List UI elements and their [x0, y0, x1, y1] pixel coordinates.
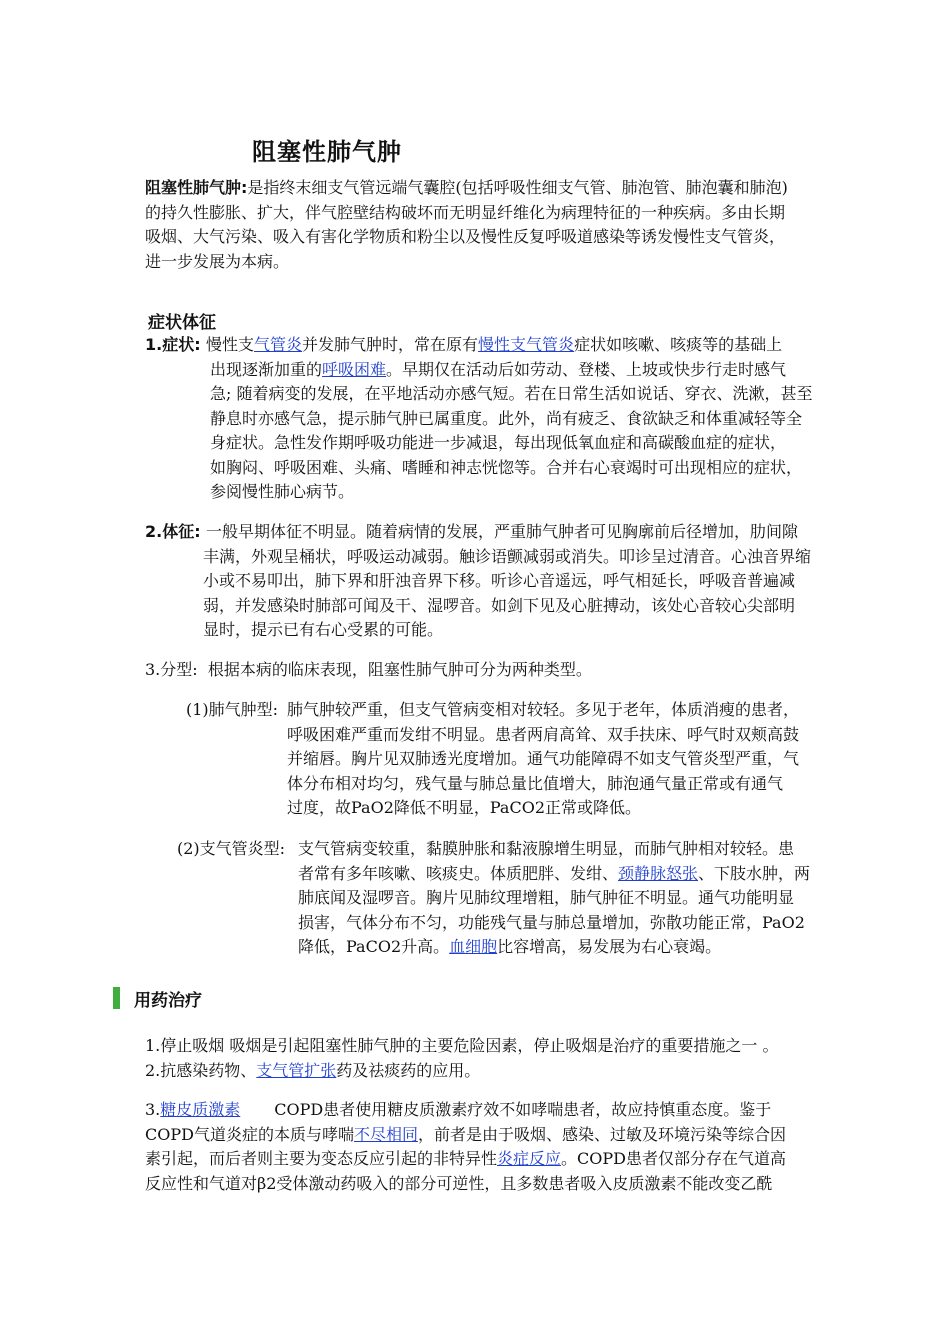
treatment-item-2b: 药及祛痰药的应用。 — [336, 1060, 481, 1080]
treatment-item-3-line-2a: COPD气道炎症的本质与哮喘 — [145, 1124, 354, 1144]
intro-line-4: 进一步发展为本病。 — [145, 251, 290, 271]
type1-line-3: 并缩唇。胸片见双肺透光度增加。通气功能障碍不如支气管炎型严重，气 — [287, 749, 800, 768]
treatment-item-3-line-3b: 。COPD患者仅部分存在气道高 — [561, 1149, 786, 1168]
type1-line-1: 肺气肿较严重，但支气管病变相对较轻。多见于老年，体质消瘦的患者， — [287, 700, 800, 719]
signs-label: 2.体征: — [145, 522, 201, 541]
symptoms-text-2b: 。早期仅在活动后如劳动、登楼、上坡或快步行走时感气 — [386, 359, 787, 379]
signs-text — [203, 545, 823, 643]
symptoms-text-2a: 出现逐渐加重的 — [210, 359, 323, 379]
signs-line-3: 小或不易叩出，肺下界和肝浊音界下移。听诊心音遥远，呼气相延长，呼吸音普遍减 — [203, 571, 796, 590]
type2-line-2b: 、下肢水肿，两 — [698, 863, 811, 883]
type1-line-5: 过度，故PaO2降低不明显，PaCO2正常或降低。 — [287, 798, 642, 817]
link-inflammatory-response[interactable]: 炎症反应 — [497, 1149, 562, 1168]
page-title: 阻塞性肺气肿 — [252, 138, 402, 166]
symptoms-line-4: 静息时亦感气急，提示肺气肿已属重度。此外，尚有疲乏、食欲缺乏和体重减轻等全 — [210, 408, 803, 428]
symptoms-text — [206, 333, 826, 358]
section-accent-bar — [113, 987, 120, 1009]
treatment-item-1: 1.停止吸烟 吸烟是引起阻塞性肺气肿的主要危险因素，停止吸烟是治疗的重要措施之一 。 — [145, 1036, 779, 1055]
symptoms-line-5: 身症状。急性发作期呼吸功能进一步减退，每出现低氧血症和高碳酸血症的症状， — [210, 433, 787, 452]
treatment-item-3-line-3a: 素引起，而后者则主要为变态反应引起的非特异性 — [145, 1149, 498, 1168]
treatment-item-3-num: 3. — [145, 1100, 161, 1119]
link-bronchodilator[interactable]: 支气管扩张 — [256, 1060, 337, 1080]
type2-line-5a: 降低，PaCO2升高。 — [298, 937, 450, 956]
symptoms-label: 1.症状: — [145, 335, 201, 354]
type2-text — [298, 837, 828, 960]
type1-line-2: 呼吸困难严重而发绀不明显。患者两肩高耸、双手扶床、呼气时双颊高鼓 — [287, 724, 800, 744]
signs-line-5: 显时，提示已有右心受累的可能。 — [203, 620, 444, 639]
symptoms-heading: 症状体征 — [148, 313, 216, 333]
symptoms-line-3: 急; 随着病变的发展，在平地活动亦感气短。若在日常生活如说话、穿衣、洗漱，甚至 — [210, 384, 813, 403]
types-text: 根据本病的临床表现，阻塞性肺气肿可分为两种类型。 — [207, 660, 592, 679]
treatment-item-3-line-2b: ，前者是由于吸烟、感染、过敏及环境污染等综合因 — [417, 1124, 786, 1144]
intro-term: 阻塞性肺气肿: — [145, 178, 248, 197]
type2-line-3: 肺底闻及湿啰音。胸片见肺纹理增粗，肺气肿征不明显。通气功能明显 — [298, 888, 795, 907]
treatment-list — [145, 1034, 835, 1083]
link-bronchitis[interactable]: 气管炎 — [254, 335, 303, 354]
treatment-item-3 — [145, 1098, 835, 1196]
signs-line-2: 丰满，外观呈桶状，呼吸运动减弱。触诊语颤减弱或消失。叩诊呈过清音。心浊音界缩 — [203, 546, 812, 566]
intro-line-1: 是指终末细支气管远端气囊腔(包括呼吸性细支气管、肺泡管、肺泡囊和肺泡) — [247, 178, 788, 197]
intro-line-3: 吸烟、大气污染、吸入有害化学物质和粉尘以及慢性反复呼吸道感染等诱发慢性支气管炎， — [145, 227, 786, 246]
types-intro — [145, 658, 825, 683]
link-dyspnea[interactable]: 呼吸困难 — [322, 359, 387, 379]
type1-label: (1)肺气肿型: — [186, 700, 279, 719]
symptoms-text-1c: 症状如咳嗽、咳痰等的基础上 — [574, 335, 783, 354]
link-glucocorticoid[interactable]: 糖皮质激素 — [160, 1100, 241, 1119]
link-jugular-distension[interactable]: 颈静脉怒张 — [618, 863, 699, 883]
link-hematocrit[interactable]: 血细胞 — [449, 937, 498, 956]
treatment-item-2a: 2.抗感染药物、 — [145, 1060, 257, 1080]
signs-line-1: 一般早期体征不明显。随着病情的发展，严重肺气肿者可见胸廓前后径增加，肋间隙 — [206, 522, 799, 541]
link-not-identical[interactable]: 不尽相同 — [353, 1124, 418, 1144]
type2-label: (2)支气管炎型: — [177, 839, 286, 858]
symptoms-text-1b: 并发肺气肿时，常在原有 — [302, 335, 479, 354]
type1-line-4: 体分布相对均匀，残气量与肺总量比值增大，肺泡通气量正常或有通气 — [287, 773, 784, 793]
types-label: 3.分型: — [145, 660, 198, 679]
symptoms-text-cont — [210, 358, 830, 505]
intro-line-2: 的持久性膨胀、扩大，伴气腔壁结构破坏而无明显纤维化为病理特征的一种疾病。多由长期 — [145, 202, 786, 222]
intro-paragraph — [145, 176, 825, 274]
symptoms-text-1a: 慢性支 — [206, 335, 255, 354]
type2-line-2a: 者常有多年咳嗽、咳痰史。体质肥胖、发绀、 — [298, 863, 619, 883]
symptoms-line-6: 如胸闷、呼吸困难、头痛、嗜睡和神志恍惚等。合并右心衰竭时可出现相应的症状， — [210, 457, 803, 477]
type1-text — [287, 698, 827, 821]
signs-line-4: 弱，并发感染时肺部可闻及干、湿啰音。如剑下见及心脏搏动，该处心音较心尖部明 — [203, 595, 796, 615]
type2-line-1: 支气管病变较重，黏膜肿胀和黏液腺增生明显，而肺气肿相对较轻。患 — [298, 839, 795, 858]
link-chronic-bronchitis[interactable]: 慢性支气管炎 — [478, 335, 575, 354]
type2-line-5b: 比容增高，易发展为右心衰竭。 — [497, 937, 722, 956]
treatment-item-3-line-1: COPD患者使用糖皮质激素疗效不如哮喘患者，故应持慎重态度。鉴于 — [274, 1100, 772, 1119]
treatment-item-3-line-4: 反应性和气道对β2受体激动药吸入的部分可逆性，且多数患者吸入皮质激素不能改变乙酰 — [145, 1173, 773, 1193]
symptoms-line-7: 参阅慢性肺心病节。 — [210, 482, 355, 501]
treatment-heading: 用药治疗 — [134, 991, 202, 1011]
type2-line-4: 损害，气体分布不匀，功能残气量与肺总量增加，弥散功能正常，PaO2 — [298, 912, 805, 932]
